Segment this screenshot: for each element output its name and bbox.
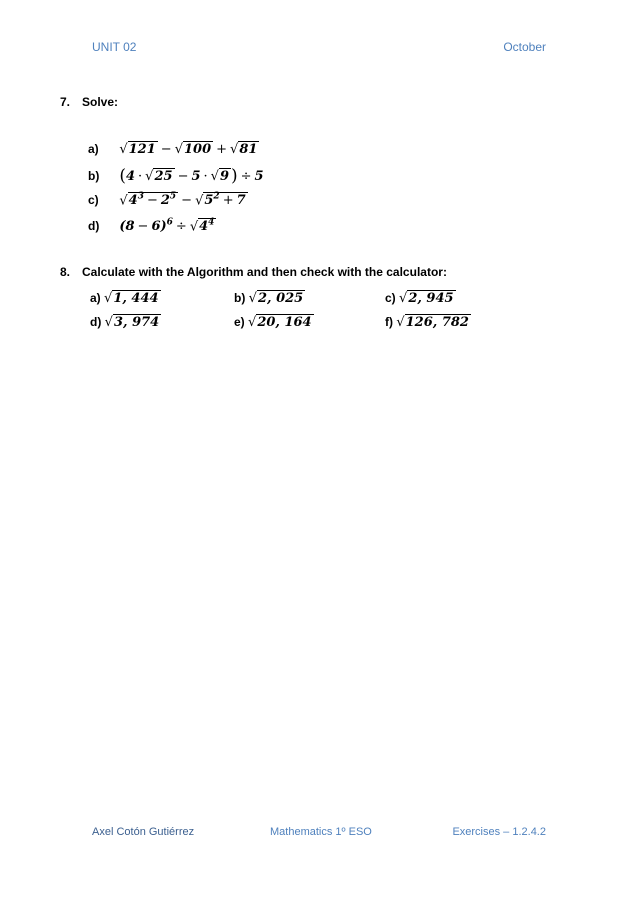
- footer-course: Mathematics 1º ESO: [270, 826, 372, 838]
- radical: √126, 782: [396, 315, 469, 330]
- question-text: Solve:: [82, 95, 119, 109]
- radical: √3, 974: [104, 315, 160, 330]
- exercise-7d: [88, 218, 216, 234]
- radical: $√5^2 + 7$: [195, 192, 246, 209]
- radical: √2, 025: [248, 291, 304, 306]
- radical: √9: [210, 169, 229, 184]
- math-expression: $(8 - 6)^6 \div √4^4$: [119, 218, 215, 235]
- radical: $√4^4$: [189, 218, 215, 235]
- question-number: 7.: [60, 95, 71, 109]
- question-8-title: [60, 265, 447, 279]
- radical: √2, 945: [399, 291, 454, 306]
- question-number: 8.: [60, 265, 71, 279]
- radical: √1, 444: [104, 291, 159, 306]
- footer-code: Exercises – 1.2.4.2: [452, 826, 546, 838]
- exercise-8a: a) √1, 444: [90, 291, 159, 306]
- exercise-8c: c) √2, 945: [385, 291, 454, 306]
- exercise-8e: e) √20, 164: [234, 315, 312, 330]
- item-label: d): [88, 219, 100, 234]
- radical: √25: [145, 169, 173, 184]
- radical: $√4^3 - 2^5$: [119, 192, 177, 209]
- radical: √100: [174, 142, 212, 157]
- radical: √121: [119, 142, 156, 157]
- exercise-8b: b) √2, 025: [234, 291, 304, 306]
- exercise-7a: [88, 142, 259, 157]
- exercise-8d: d) √3, 974: [90, 315, 160, 330]
- math-expression: $√4^3 - 2^5 - √5^2 + 7$: [119, 192, 246, 209]
- footer-author: Axel Cotón Gutiérrez: [92, 826, 195, 838]
- header-unit: UNIT 02: [92, 40, 137, 54]
- header-month: October: [503, 40, 546, 54]
- radical: √20, 164: [248, 315, 312, 330]
- question-text: Calculate with the Algorithm and then check with the calculator:: [82, 265, 447, 279]
- item-label: c): [88, 193, 99, 208]
- exercise-7c: [88, 192, 248, 208]
- item-label: b): [88, 169, 100, 183]
- question-7-title: [60, 95, 118, 109]
- radical: √81: [230, 142, 258, 157]
- exercise-7b: [88, 166, 264, 186]
- math-expression: (4 · √25 − 5 · √9 ) ÷ 5: [119, 166, 264, 186]
- exercise-8f: f) √126, 782: [385, 315, 469, 330]
- math-expression: √121 − √100 + √81: [119, 142, 258, 157]
- item-label: a): [88, 142, 99, 156]
